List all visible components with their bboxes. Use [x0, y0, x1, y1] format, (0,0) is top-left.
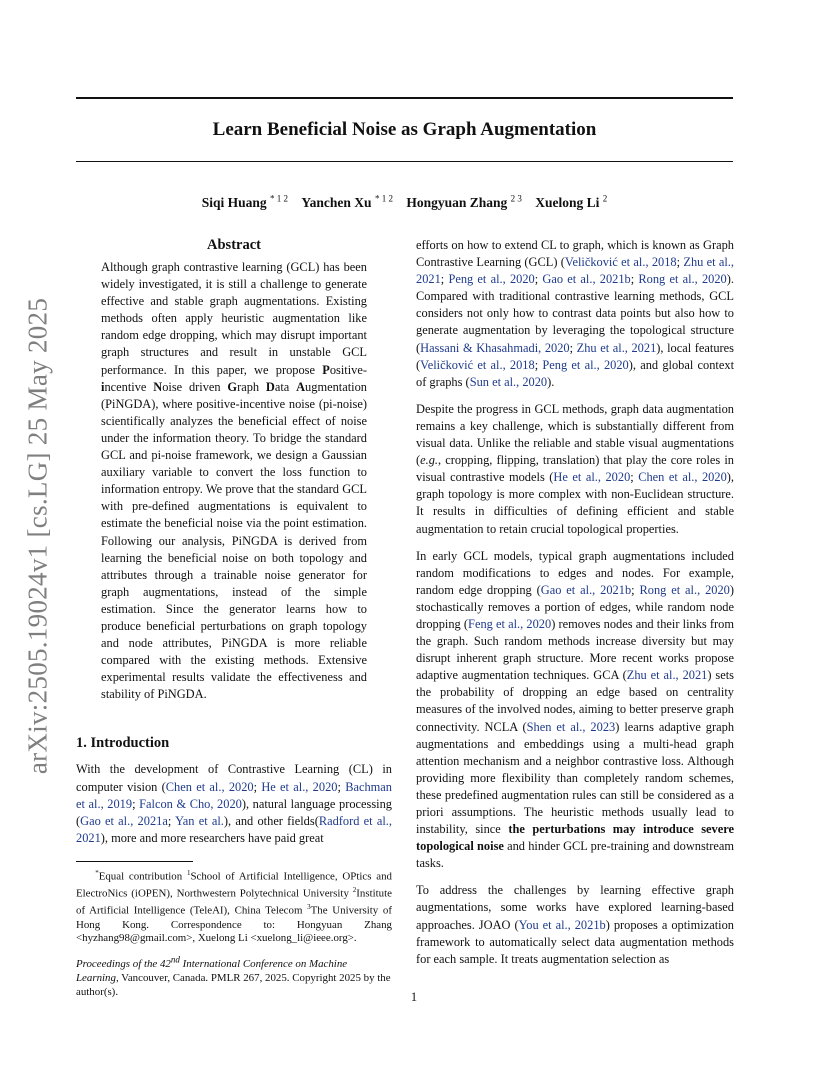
intro-paragraph: With the development of Contrastive Learning (CL) in computer vision (Chen et al., 2020; He et al., 2020; Bachman et al., 2019; Falcon & Cho, 2020), natural language processing (Gao et al., 2021a; Yan et al.), and other fields(Radford et al., 2021), more and more researchers have paid great — [76, 762, 392, 845]
author: Xuelong Li $^2$ — [535, 193, 608, 210]
arxiv-identifier[interactable]: arXiv:2505.19024v1 [cs.LG] 25 May 2025 — [22, 297, 53, 775]
citation-link[interactable]: Bachman et al., 2019 — [76, 779, 392, 811]
title-rule-top — [76, 97, 733, 99]
citation-link[interactable]: Yan et al. — [175, 813, 224, 828]
citation-link[interactable]: Sun et al., 2020 — [469, 374, 548, 389]
page-number: 1 — [410, 990, 418, 1004]
citation-link[interactable]: Gao et al., 2021b — [540, 582, 632, 597]
citation-link[interactable]: Veličković et al., 2018 — [564, 255, 677, 270]
left-column — [76, 236, 392, 999]
body-paragraph: To address the challenges by learning effective graph augmentations, some works have explored learning-based approaches. JOAO (You et al., 2021b) proposes a optimization framework to automatically select data augmentation methods for each sample. It treats augmentation selection as — [416, 883, 734, 966]
citation-link[interactable]: Gao et al., 2021b — [542, 272, 631, 287]
author: Yanchen Xu $^{* 1 2}$ — [301, 193, 393, 210]
abstract-heading: Abstract — [207, 237, 261, 253]
citation-link[interactable]: Veličković et al., 2018 — [420, 357, 535, 372]
title-rule-bottom — [76, 161, 733, 162]
citation-link[interactable]: Peng et al., 2020 — [448, 272, 535, 287]
affiliation-footnote: *Equal contribution $^1$School of Artificial Intelligence, OPtics and ElectroNics (iOPEN), Northwestern Polytechnical University $^2$Institute of Artificial Intelligence (TeleAI), China Telecom $^3$The University of Hong Kong. Correspondence to: Hongyuan Zhang <hyzhang98@gmail.com>, Xuelong Li <xuelong_li@ieee.org>. — [76, 868, 392, 945]
citation-link[interactable]: Rong et al., 2020 — [639, 582, 730, 597]
author: Hongyuan Zhang $^{2 3}$ — [406, 193, 522, 210]
body-paragraph: efforts on how to extend CL to graph, which is known as Graph Contrastive Learning (GCL) (Veličković et al., 2018; Zhu et al., 2021; Peng et al., 2020; Gao et al., 2021b; Rong et al., 2020). Compared with traditional contrastive learning methods, GCL considers not only how to contrast data points but also how to generate augmentation by leveraging the topological structure (Hassani & Khasahmadi, 2020; Zhu et al., 2021), local features (Veličković et al., 2018; Peng et al., 2020), and global context of graphs (Sun et al., 2020). — [416, 238, 735, 389]
citation-link[interactable]: Zhu et al., 2021 — [576, 340, 657, 355]
citation-link[interactable]: Zhu et al., 2021 — [626, 668, 708, 683]
proceedings-note: Proceedings of the 42nd International Conference on Machine Learning, Vancouver, Canada. PMLR 267, 2025. Copyright 2025 by the author(s). — [76, 954, 391, 998]
citation-link[interactable]: He et al., 2020 — [261, 779, 338, 794]
citation-link[interactable]: Rong et al., 2020 — [638, 272, 727, 287]
citation-link[interactable]: He et al., 2020 — [553, 470, 631, 485]
right-column — [416, 237, 734, 978]
author: Siqi Huang $^{* 1 2}$ — [201, 193, 289, 210]
author-list — [76, 189, 733, 212]
citation-link[interactable]: Feng et al., 2020 — [468, 616, 552, 631]
abstract-text: Although graph contrastive learning (GCL) has been widely investigated, it is still a challenge to generate effective and stable graph augmentations. Existing methods often apply heuristic augmentation like random edge dropping, which may disrupt important graph structures and result in unstable GCL performance. In this paper, we propose Positive-incentive Noise driven Graph Data Augmentation (PiNGDA), where positive-incentive noise (pi-noise) scientifically analyzes the beneficial effect of noise under the information theory. To bridge the standard GCL and pi-noise framework, we design a Gaussian auxiliary variable to convert the loss function to information entropy. We prove that the standard GCL with pre-defined augmentations is equivalent to estimate the beneficial noise via the point estimation. Following our analysis, PiNGDA is derived from learning the beneficial noise on both topology and attributes through a trainable noise generator for graph augmentations, instead of the simple estimation. Since the generator learns how to produce beneficial perturbations on graph topology and node attributes, PiNGDA is more reliable compared with the existing methods. Extensive experimental results validate the effectiveness and stability of PiNGDA. — [101, 260, 367, 702]
footnote-rule — [76, 861, 193, 862]
citation-link[interactable]: Chen et al., 2020 — [165, 779, 254, 794]
citation-link[interactable]: Falcon & Cho, 2020 — [139, 796, 242, 811]
citation-link[interactable]: Hassani & Khasahmadi, 2020 — [420, 340, 570, 355]
citation-link[interactable]: Zhu et al., 2021 — [416, 255, 735, 287]
citation-link[interactable]: Shen et al., 2023 — [526, 719, 616, 734]
citation-link[interactable]: You et al., 2021b — [518, 917, 606, 932]
body-paragraph: Despite the progress in GCL methods, graph data augmentation remains a key challenge, which is substantially different from visual data. Unlike the reliable and stable visual augmentations (e.g., cropping, flipping, translation) that play the core roles in visual contrastive models (He et al., 2020; Chen et al., 2020), graph topology is more complex with non-Euclidean structure. It results in difficulties of defining efficient and stable augmentation to retain crucial topological properties. — [416, 401, 734, 536]
citation-link[interactable]: Gao et al., 2021a — [80, 813, 168, 828]
body-paragraph: In early GCL models, typical graph augmentations included random modifications to edges and nodes. For example, random edge dropping (Gao et al., 2021b; Rong et al., 2020) stochastically removes a portion of edges, while random node dropping (Feng et al., 2020) removes nodes and their links from the graph. Such random methods increase diversity but may disrupt inherent graph structure. More recent works propose adaptive augmentation techniques. GCA (Zhu et al., 2021) sets the probability of dropping an edge based on centrality measures of the involved nodes, aiming to better preserve graph connectivity. NCLA (Shen et al., 2023) learns adaptive graph augmentations and embeddings using a multi-head graph attention mechanism and a neighbor contrastive loss. Although providing more flexibility than completely random schemes, these predefined augmentation rules can still be considered as a priori assumptions. The heuristic methods usually lead to instability, since the perturbations may introduce severe topological noise and hinder GCL pre-training and downstream tasks. — [416, 548, 735, 871]
citation-link[interactable]: Peng et al., 2020 — [542, 357, 629, 372]
paper-title: Learn Beneficial Noise as Graph Augmentation — [212, 119, 597, 140]
section-heading-introduction: 1. Introduction — [76, 735, 170, 752]
citation-link[interactable]: Chen et al., 2020 — [638, 470, 727, 485]
citation-link[interactable]: Radford et al., 2021 — [76, 813, 392, 845]
